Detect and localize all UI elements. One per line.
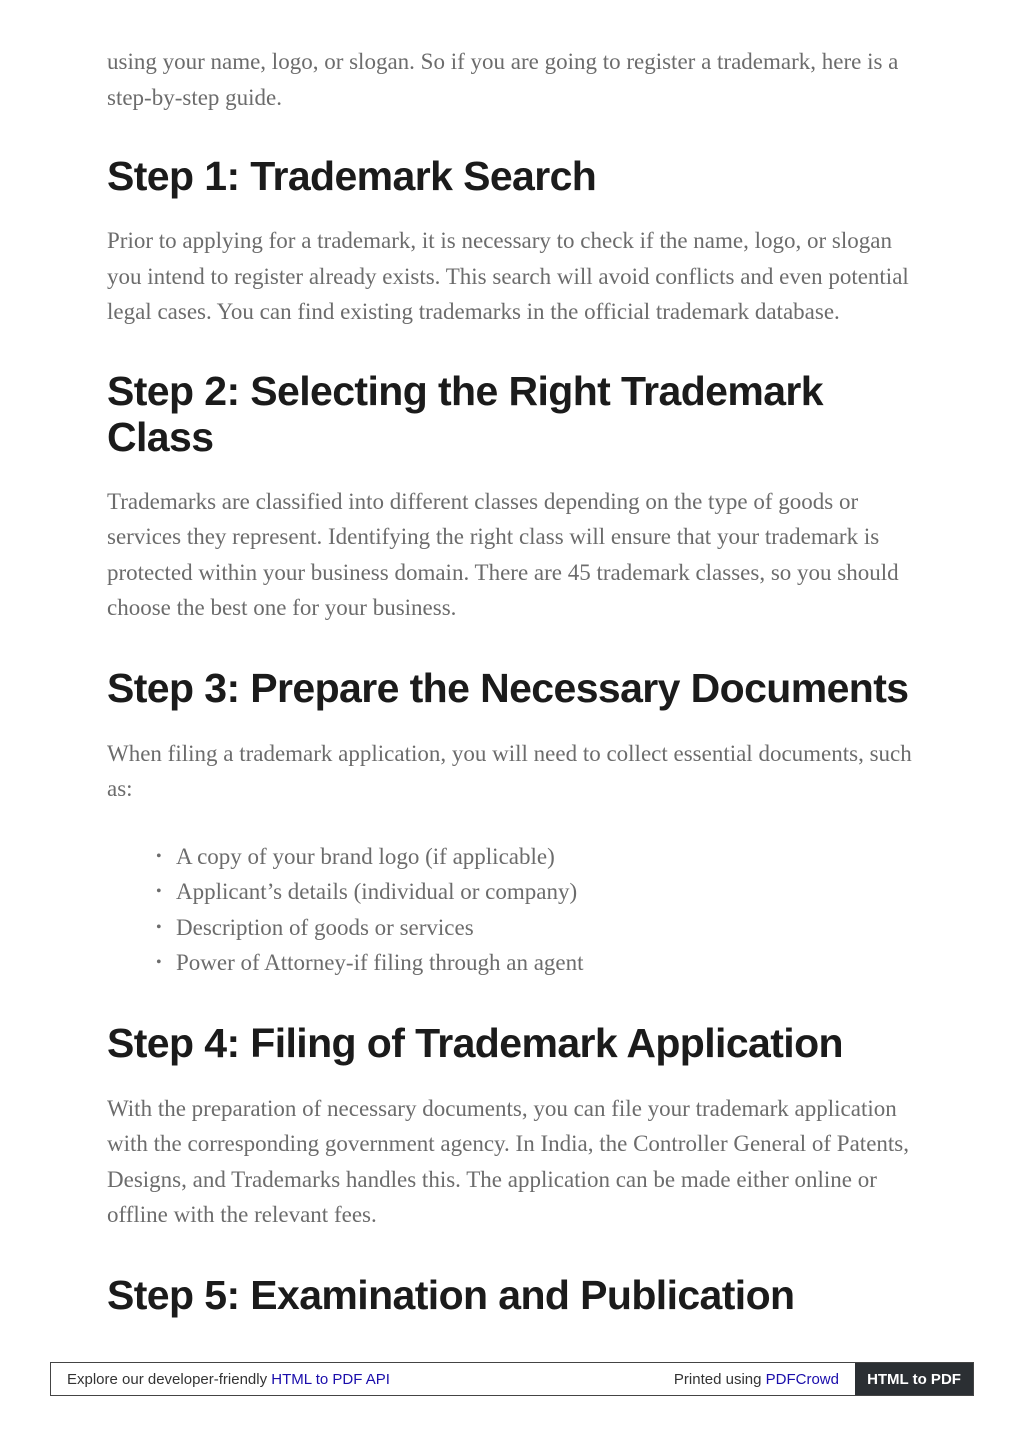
bullet-icon: • — [156, 918, 162, 936]
step-2-heading: Step 2: Selecting the Right Trademark Class — [107, 367, 823, 460]
footer-printed — [674, 1363, 855, 1395]
footer-printed-text: Printed using — [673, 1370, 762, 1388]
step-5-heading: Step 5: Examination and Publication — [107, 1271, 795, 1318]
list-item: • Description of goods or services — [176, 910, 927, 946]
bullet-icon: • — [156, 847, 162, 865]
step-3-paragraph: When filing a trademark application, you will need to collect essential documents, such as: — [107, 740, 912, 801]
step-1-paragraph: Prior to applying for a trademark, it is necessary to check if the name, logo, or slogan you intend to register already exists. This search will avoid conflicts and even potential legal cases. You can find existing trademarks in the official trademark database. — [107, 228, 909, 324]
article-content — [107, 44, 927, 1318]
pdfcrowd-link[interactable]: PDFCrowd — [765, 1370, 839, 1388]
html-to-pdf-badge-button[interactable]: HTML to PDF — [855, 1363, 973, 1395]
step-4-heading: Step 4: Filing of Trademark Application — [107, 1019, 843, 1066]
bullet-icon: • — [156, 954, 162, 971]
list-item: • Power of Attorney-if filing through an agent — [176, 945, 927, 981]
list-item: • Applicant’s details (individual or company) — [176, 874, 927, 910]
step-2-paragraph: Trademarks are classified into different classes depending on the type of goods or services they represent. Identifying the right class will ensure that your trademark is protected within your business domain. There are 45 trademark classes, so you should choose the best one for your business. — [107, 488, 899, 620]
documents-list — [107, 839, 927, 981]
html-to-pdf-api-link[interactable]: HTML to PDF API — [271, 1370, 390, 1388]
footer-explore-text: Explore our developer-friendly — [67, 1370, 268, 1388]
step-4-paragraph: With the preparation of necessary documents, you can file your trademark application with the corresponding government agency. In India, the Controller General of Patents, Designs, and Trademarks handles this. The application can be made either online or offline with the relevant fees. — [107, 1095, 909, 1227]
intro-paragraph: using your name, logo, or slogan. So if you are going to register a trademark, here is a step-by-step guide. — [107, 49, 899, 110]
list-item: • A copy of your brand logo (if applicable) — [176, 839, 927, 875]
footer-explore — [51, 1363, 674, 1395]
bullet-icon: • — [156, 883, 162, 900]
step-1-heading: Step 1: Trademark Search — [107, 153, 597, 199]
step-3-heading: Step 3: Prepare the Necessary Documents — [107, 664, 909, 711]
pdfcrowd-footer-banner — [50, 1362, 974, 1396]
